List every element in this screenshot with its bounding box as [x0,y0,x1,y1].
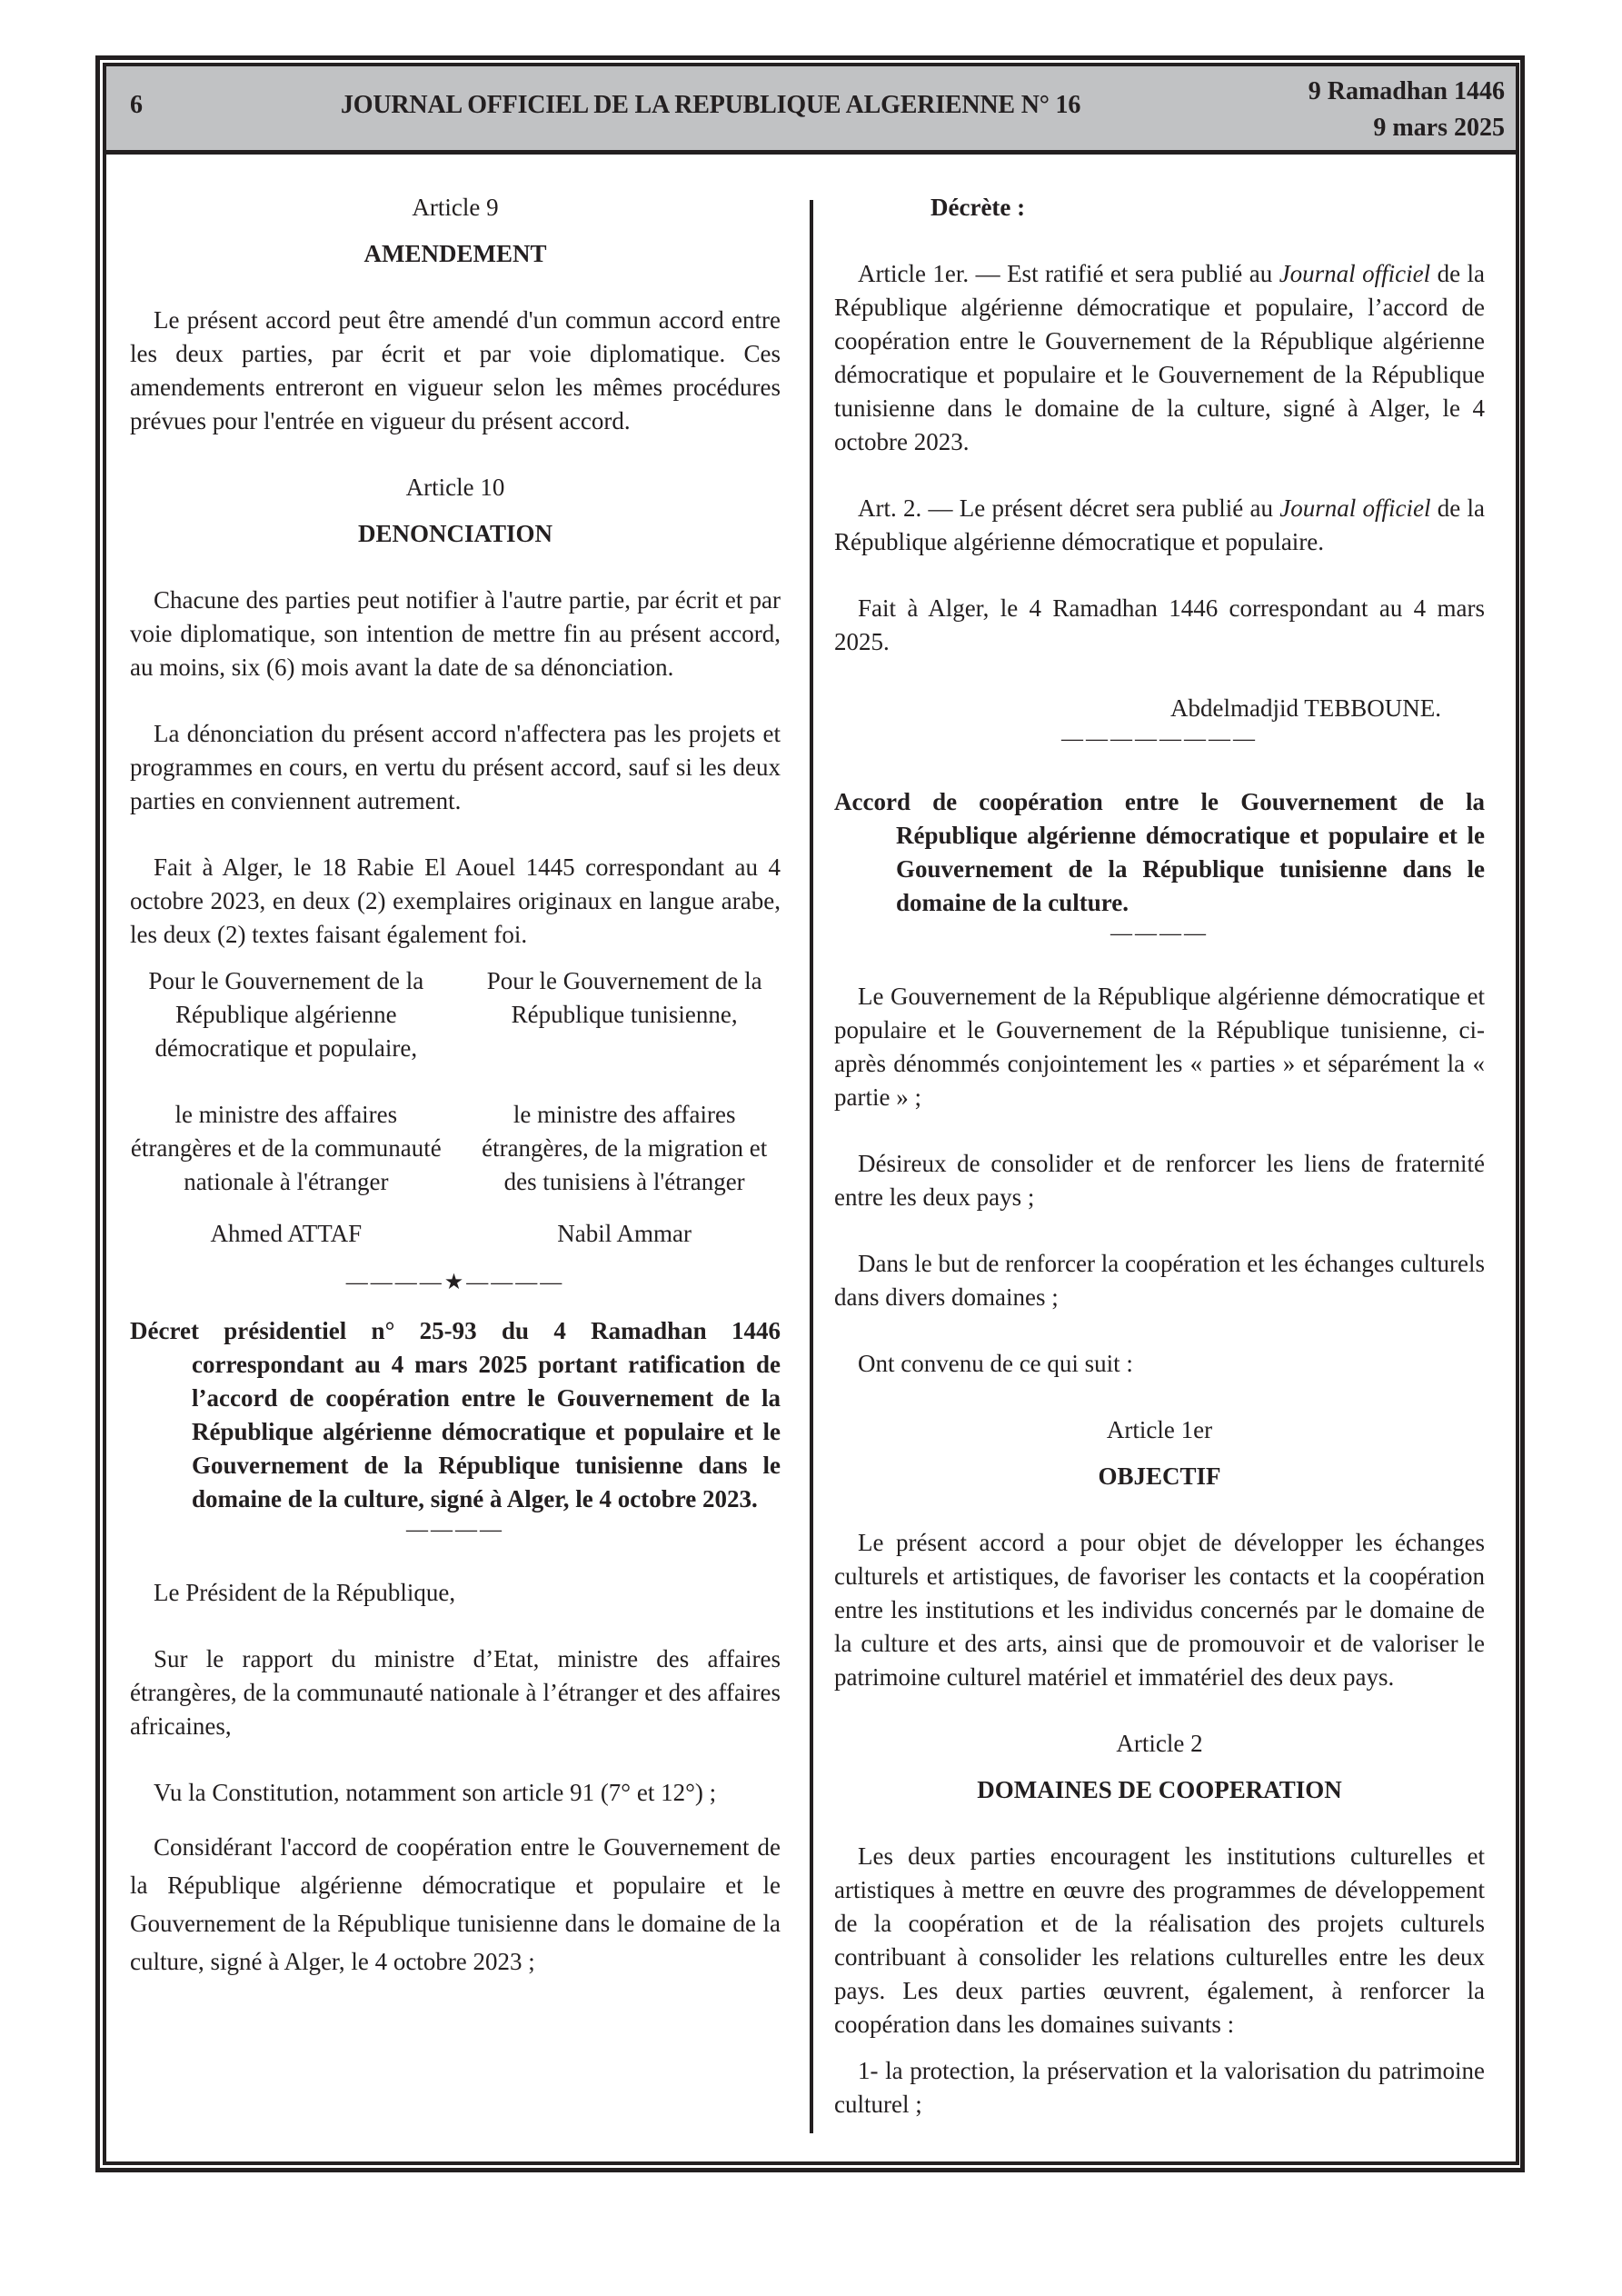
signatory-tunisia [468,964,781,1251]
journal-officiel-ref: Journal officiel [1279,260,1431,287]
signatory-name: Ahmed ATTAF [210,1220,363,1247]
signatories [130,964,781,1251]
article-2-item-1: 1- la protection, la préservation et la valorisation du patrimoine culturel ; [834,2057,1485,2118]
signatory-name: Nabil Ammar [557,1220,692,1247]
constitution-paragraph: Vu la Constitution, notamment son article 91 (7° et 12°) ; [154,1779,717,1806]
article-10-text-2: La dénonciation du présent accord n'affectera pas les projets et programmes en cours, en vertu du présent accord, sauf si les deux parties en conviennent autrement. [130,720,781,814]
issue-date [1309,74,1505,146]
article-10-title: DENONCIATION [357,520,553,547]
article-9-text: Le présent accord peut être amendé d'un commun accord entre les deux parties, par écrit et par voie diplomatique. Ces amendements entreront en vigueur selon les mêmes procédures prévues pour l'entrée en vigueur du présent accord. [130,306,781,434]
gregorian-date: 9 mars 2025 [1373,114,1505,142]
president-signature: Abdelmadjid TEBBOUNE. [1170,694,1441,722]
article-9-number: Article 9 [412,194,499,221]
decree-title: Décret présidentiel n° 25-93 du 4 Ramadhan 1446 correspondant au 4 mars 2025 portant ratification de l’accord de coopération entre le Gouvernement de la République algérienne démocratique et populaire et le Gouvernement de la République tunisienne dans le domaine de la culture, signé à Alger, le 4 octobre 2023. [130,1317,781,1512]
desireux-paragraph: Désireux de consolider et de renforcer les liens de fraternité entre les deux pays ; [834,1150,1485,1211]
decree-article-1: Article 1er. — Est ratifié et sera publié au Journal officiel de la République algérienne démocratique et populaire, l’accord de coopération entre le Gouvernement de la République algérienne démocratique et populaire et le Gouvernement de la République tunisienne dans le domaine de la culture, signé à Alger, le 4 octobre 2023. [834,260,1486,455]
journal-title: JOURNAL OFFICIEL DE LA REPUBLIQUE ALGERIENNE N° 16 [341,91,1081,119]
article-10-number: Article 10 [405,474,505,501]
rapport-paragraph: Sur le rapport du ministre d’Etat, ministre des affaires étrangères, de la communauté nationale à l’étranger et des affaires africaines, [130,1645,781,1740]
fait-a-alger-decree: Fait à Alger, le 4 Ramadhan 1446 correspondant au 4 mars 2025. [834,594,1485,655]
fait-a-alger-accord: Fait à Alger, le 18 Rabie El Aouel 1445 correspondant au 4 octobre 2023, en deux (2) exemplaires originaux en langue arabe, les deux (2) textes faisant également foi. [130,854,781,948]
article-10-text-1: Chacune des parties peut notifier à l'autre partie, par écrit et par voie diplomatique, son intention de mettre fin au présent accord, au moins, six (6) mois avant la date de sa dénonciation. [130,586,781,681]
left-column [130,191,781,1981]
short-separator: ———— [406,1518,504,1542]
article-1-text: Le présent accord a pour objet de développer les échanges culturels et artistiques, de favoriser les contacts et la coopération entre les institutions et les individus concernés par le domaine de la culture et des arts, ainsi que de promouvoir et de valoriser le patrimoine culturel matériel et immatériel des deux pays. [834,1529,1485,1691]
decrete-heading: Décrète : [930,194,1026,221]
article-2-text: Les deux parties encouragent les institutions culturelles et artistiques à mettre en œuvre des programmes de développement de la coopération et de la réalisation des projets culturels contribuant à consolider les relations culturelles entre les deux pays. Les deux parties œuvrent, également, à renforcer la coopération dans les domaines suivants : [834,1842,1485,2038]
long-separator: ———————— [1061,727,1258,751]
star-separator: ————★———— [345,1271,565,1294]
page-number: 6 [130,91,143,119]
signatory-role: le ministre des affaires étrangères et de la communauté nationale à l'étranger [130,1101,442,1195]
article-2-title: DOMAINES DE COOPERATION [977,1776,1342,1803]
signatory-government: Pour le Gouvernement de la République tunisienne, [486,967,762,1028]
signatory-government: Pour le Gouvernement de la République algérienne démocratique et populaire, [148,967,424,1062]
page-header [106,66,1516,155]
signatory-role: le ministre des affaires étrangères, de la migration et des tunisiens à l'étranger [482,1101,768,1195]
article-1-number: Article 1er [1106,1416,1213,1443]
president-line: Le Président de la République, [154,1579,456,1606]
article-1-title: OBJECTIF [1098,1462,1221,1490]
short-separator: ———— [1110,922,1209,945]
hijri-date: 9 Ramadhan 1446 [1308,77,1505,105]
journal-officiel-ref: Journal officiel [1279,494,1431,522]
column-divider [810,200,813,2133]
decree-article-2: Art. 2. — Le présent décret sera publié au Journal officiel de la République algérienne démocratique et populaire. [834,494,1485,555]
dans-le-but-paragraph: Dans le but de renforcer la coopération et les échanges culturels dans divers domaines ; [834,1250,1485,1311]
preamble-paragraph: Le Gouvernement de la République algérienne démocratique et populaire et le Gouvernement de la République tunisienne, ci-après dénommés conjointement les « parties » et séparément la « partie » ; [834,983,1485,1111]
accord-title: Accord de coopération entre le Gouvernement de la République algérienne démocratique et populaire et le Gouvernement de la République tunisienne dans le domaine de la culture. [834,788,1485,916]
right-column [834,191,1485,2121]
considerant-paragraph: Considérant l'accord de coopération entre le Gouvernement de la République algérienne démocratique et populaire et le Gouvernement de la République tunisienne dans le domaine de la culture, signé à Alger, le 4 octobre 2023 ; [130,1833,781,1975]
article-9-title: AMENDEMENT [363,240,547,267]
signatory-algeria [130,964,443,1251]
ont-convenu-line: Ont convenu de ce qui suit : [858,1350,1133,1377]
article-2-number: Article 2 [1116,1730,1203,1757]
